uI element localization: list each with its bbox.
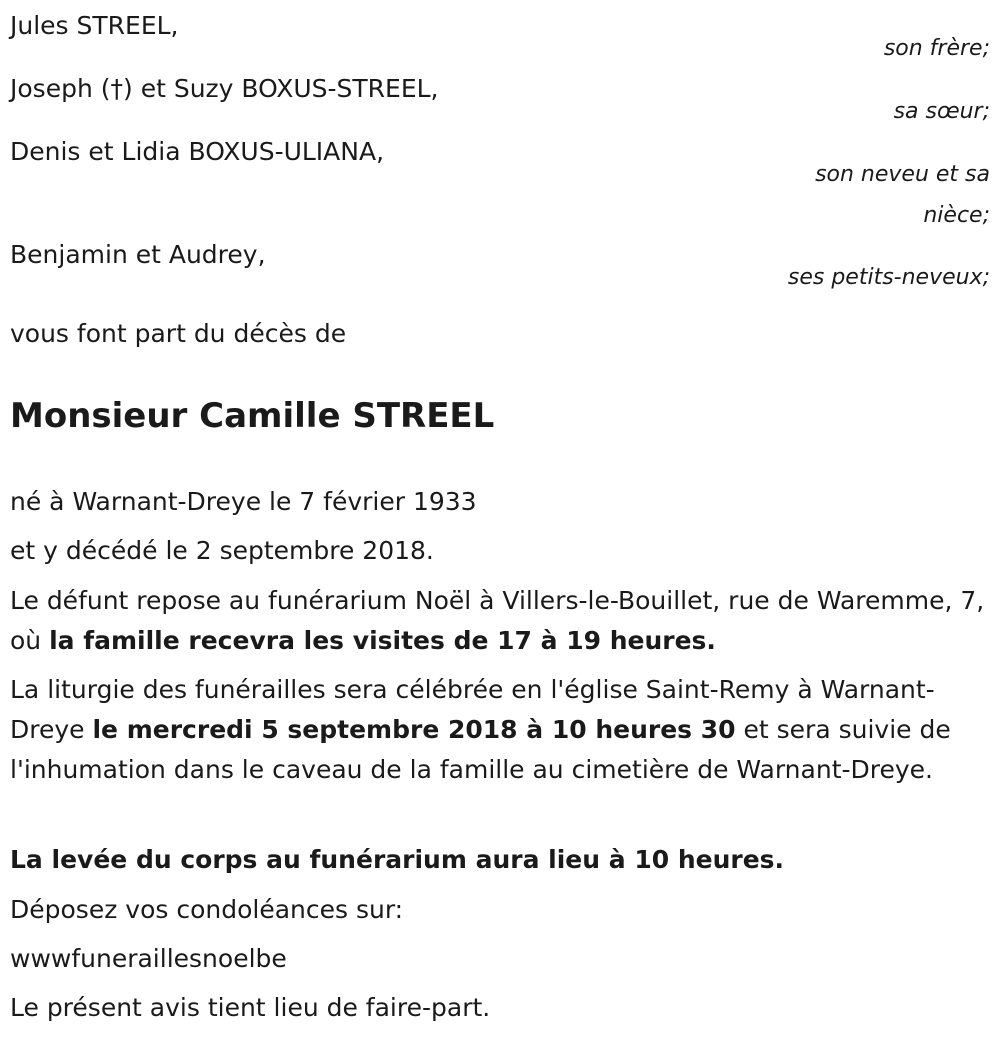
- relation-3-line-1: son neveu et sa: [815, 162, 990, 187]
- deceased-cross-icon: †: [110, 74, 123, 103]
- liturgy-text-2: et sera suivie de l'inhumation dans le caveau de la famille au cimetière de Warnant-Dreye.: [10, 715, 951, 784]
- birth-info: né à Warnant-Dreye le 7 février 1933: [10, 487, 477, 516]
- liturgy-date: le mercredi 5 septembre 2018 à 10 heures 30: [92, 715, 736, 744]
- liturgy-text-1: La liturgie des funérailles sera célébrée en l'église Saint-Remy à Warnant-Dreye: [10, 675, 935, 744]
- relation-2: sa sœur;: [893, 99, 990, 124]
- death-info: et y décédé le 2 septembre 2018.: [10, 536, 434, 565]
- funerarium-text: Le défunt repose au funérarium Noël à Villers-le-Bouillet, rue de Waremme, 7, où: [10, 586, 985, 655]
- relation-1: son frère;: [883, 36, 990, 61]
- funerarium-paragraph: [10, 581, 985, 661]
- family-member-4: Benjamin et Audrey,: [10, 240, 266, 269]
- liturgy-paragraph: [10, 670, 985, 790]
- family-member-3: Denis et Lidia BOXUS-ULIANA,: [10, 137, 385, 166]
- family-member-1: Jules STREEL,: [10, 11, 179, 40]
- deceased-name: Monsieur Camille STREEL: [10, 396, 495, 436]
- website-link[interactable]: wwwfuneraillesnoelbe: [10, 944, 287, 973]
- notice: Le présent avis tient lieu de faire-part.: [10, 993, 491, 1022]
- family-member-2-rest: ) et Suzy BOXUS-STREEL,: [123, 74, 439, 103]
- announcement: vous font part du décès de: [10, 319, 347, 348]
- visiting-hours: la famille recevra les visites de 17 à 19 heures.: [49, 626, 716, 655]
- family-member-2-first: Joseph (: [10, 74, 111, 103]
- levee-info: La levée du corps au funérarium aura lieu à 10 heures.: [10, 845, 785, 874]
- relation-3-line-2: nièce;: [923, 203, 990, 228]
- condolences-label: Déposez vos condoléances sur:: [10, 895, 404, 924]
- relation-4: ses petits-neveux;: [787, 265, 990, 290]
- family-member-2: [10, 69, 439, 109]
